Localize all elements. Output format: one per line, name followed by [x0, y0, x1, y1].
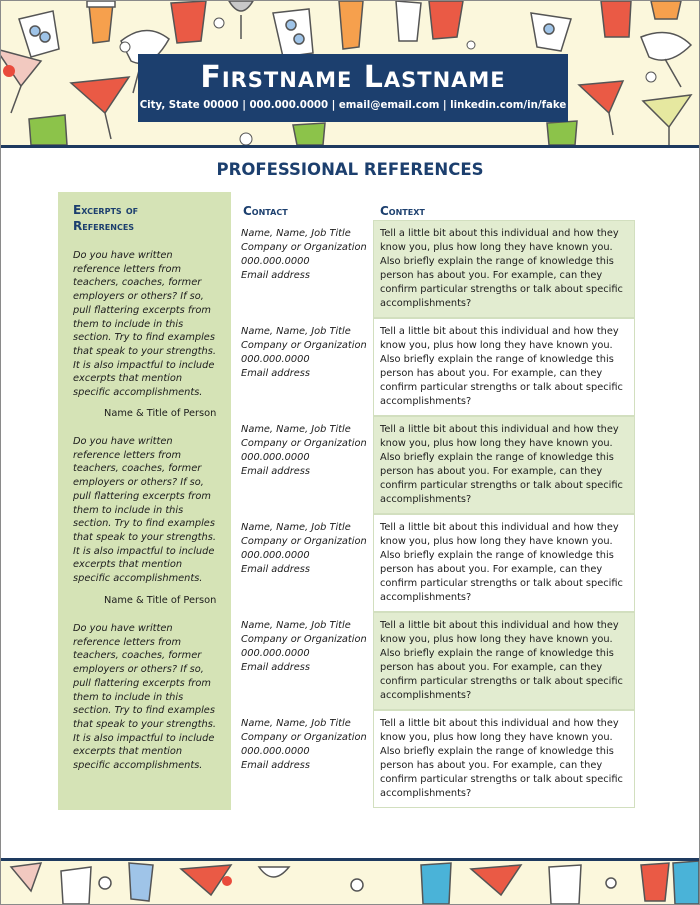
excerpt-attribution: Name & Title of Person — [104, 595, 217, 606]
reference-context: Tell a little bit about this individual and how they know you, plus how long they have known you. Also briefly explain the range of knowledge this person has about you. For example, can they confirm particular strengths or talk about specific accomplishments? — [373, 220, 635, 318]
excerpt-text: Do you have written reference letters from teachers, coaches, former employers or others? If so, pull flattering excerpts from them to include in this section. Try to find examples that speak to your strengths. It is also impactful to include excerpts that mention specific accomplishments. — [73, 623, 216, 772]
applicant-name: Firstname Lastname — [200, 60, 506, 95]
section-title: PROFESSIONAL REFERENCES — [216, 160, 484, 179]
reference-name: Name, Name, Job Title — [241, 718, 351, 729]
contact-info: City, State 00000 | 000.000.0000 | email@email.com | linkedin.com/in/fake — [139, 100, 567, 111]
tall-glass-icon — [19, 11, 59, 57]
reference-contact — [241, 717, 369, 773]
right-red-drink-icon — [601, 1, 631, 37]
reference-context: Tell a little bit about this individual and how they know you, plus how long they have known you. Also briefly explain the range of knowledge this person has about you. For example, can they confirm particular strengths or talk about specific accomplishments? — [373, 514, 635, 612]
reference-company: Company or Organization — [241, 731, 367, 743]
ice-glass-icon — [273, 9, 313, 57]
excerpts-sidebar — [58, 192, 231, 810]
cocktail-glasses-footer-illustration — [1, 861, 699, 904]
reference-email: Email address — [241, 759, 310, 771]
reference-company: Company or Organization — [241, 339, 367, 351]
coupe-glass-icon — [259, 867, 289, 877]
pink-glass-icon — [11, 863, 41, 891]
red-martini-footer-icon-2 — [471, 865, 521, 895]
reference-phone: 000.000.0000 — [241, 549, 310, 561]
blue-glass-icon — [129, 863, 153, 901]
reference-company: Company or Organization — [241, 535, 367, 547]
orange-drink-icon — [87, 1, 115, 43]
martini-glass-icon — [1, 49, 41, 113]
reference-contact — [241, 521, 369, 577]
context-column-header: Context — [380, 204, 425, 218]
red-tall-drink-icon — [641, 863, 669, 901]
reference-contact — [241, 423, 369, 479]
reference-email: Email address — [241, 563, 310, 575]
reference-company: Company or Organization — [241, 633, 367, 645]
reference-name: Name, Name, Job Title — [241, 326, 351, 337]
cocktail-pattern-footer — [1, 861, 699, 904]
reference-name: Name, Name, Job Title — [241, 522, 351, 533]
gray-glass-icon — [229, 1, 253, 39]
red-drink-glass-icon — [429, 1, 463, 39]
excerpt-text: Do you have written reference letters from teachers, coaches, former employers or others? If so, pull flattering excerpts from them to include in this section. Try to find examples that speak to your strengths. It is also impactful to include excerpts that mention specific accomplishments. — [73, 436, 216, 585]
reference-context: Tell a little bit about this individual and how they know you, plus how long they have known you. Also briefly explain the range of knowledge this person has about you. For example, can they confirm particular strengths or talk about specific accomplishments? — [373, 710, 635, 808]
reference-company: Company or Organization — [241, 437, 367, 449]
lime-slice-icon-2 — [606, 878, 616, 888]
reference-contact — [241, 227, 369, 283]
reference-phone: 000.000.0000 — [241, 647, 310, 659]
red-martini-icon — [71, 77, 129, 139]
mid-green-drink-icon — [293, 123, 325, 145]
reference-name: Name, Name, Job Title — [241, 228, 351, 239]
reference-phone: 000.000.0000 — [241, 255, 310, 267]
green-drink-icon — [396, 1, 421, 41]
sidebar-title — [73, 202, 138, 234]
reference-phone: 000.000.0000 — [241, 353, 310, 365]
blue-edge-drink-icon — [673, 861, 699, 904]
reference-email: Email address — [241, 465, 310, 477]
name-header — [138, 54, 568, 122]
red-martini-right-icon — [579, 81, 623, 135]
excerpt-text: Do you have written reference letters from teachers, coaches, former employers or others? If so, pull flattering excerpts from them to include in this section. Try to find examples that speak to your strengths. It is also impactful to include excerpts that mention specific accomplishments. — [73, 250, 216, 399]
red-cocktail-icon — [171, 1, 206, 43]
green-lower-right-icon — [547, 121, 577, 145]
reference-name: Name, Name, Job Title — [241, 424, 351, 435]
yellow-martini-icon — [643, 95, 691, 145]
reference-phone: 000.000.0000 — [241, 451, 310, 463]
blue-drink-icon — [421, 863, 451, 904]
right-orange-icon — [651, 1, 681, 19]
lime-slice-icon — [99, 877, 111, 889]
reference-company: Company or Organization — [241, 241, 367, 253]
reference-context: Tell a little bit about this individual and how they know you, plus how long they have known you. Also briefly explain the range of knowledge this person has about you. For example, can they confirm particular strengths or talk about specific accomplishments? — [373, 612, 635, 710]
reference-contact — [241, 325, 369, 381]
reference-email: Email address — [241, 269, 310, 281]
reference-phone: 000.000.0000 — [241, 745, 310, 757]
reference-email: Email address — [241, 367, 310, 379]
right-martini-icon — [531, 13, 571, 51]
lime-wheel-icon — [351, 879, 363, 891]
sidebar-title-line2: References — [73, 219, 135, 233]
white-glass-icon — [61, 867, 91, 904]
reference-contact — [241, 619, 369, 675]
reference-context: Tell a little bit about this individual and how they know you, plus how long they have known you. Also briefly explain the range of knowledge this person has about you. For example, can they confirm particular strengths or talk about specific accomplishments? — [373, 318, 635, 416]
reference-context: Tell a little bit about this individual and how they know you, plus how long they have known you. Also briefly explain the range of knowledge this person has about you. For example, can they confirm particular strengths or talk about specific accomplishments? — [373, 416, 635, 514]
excerpt-attribution: Name & Title of Person — [104, 408, 217, 419]
white-tall-glass-icon — [549, 865, 581, 904]
sidebar-title-line1: Excerpts of — [73, 203, 139, 217]
reference-name: Name, Name, Job Title — [241, 620, 351, 631]
green-cocktail-icon — [29, 115, 67, 145]
reference-email: Email address — [241, 661, 310, 673]
header-divider — [1, 145, 699, 148]
orange-tall-drink-icon — [339, 1, 363, 49]
contact-column-header: Contact — [243, 204, 288, 218]
